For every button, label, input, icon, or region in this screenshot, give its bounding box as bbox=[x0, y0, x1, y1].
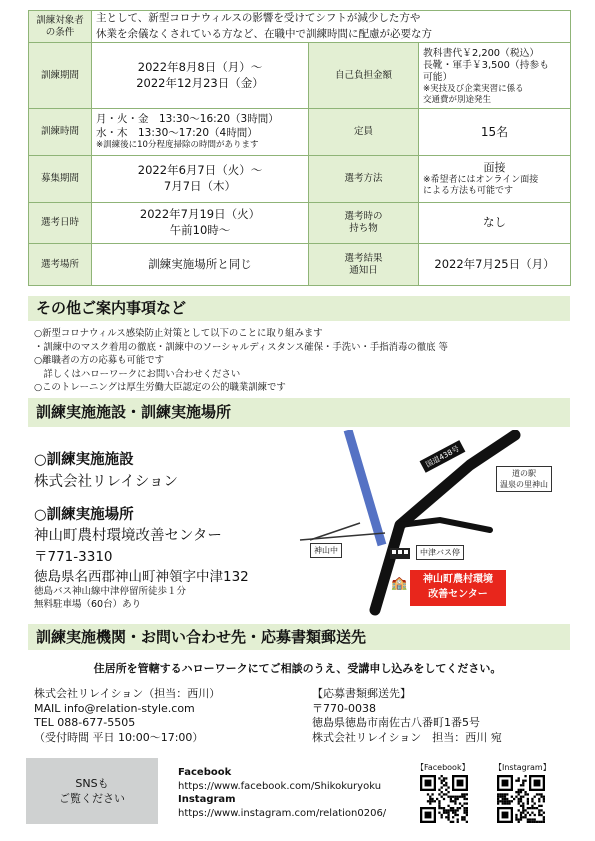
instagram-url[interactable]: https://www.instagram.com/relation0206/ bbox=[178, 807, 387, 819]
contact-company: 株式会社リレイション（担当：西川） bbox=[34, 687, 221, 700]
course-info-table bbox=[28, 10, 571, 286]
method-value: 面接 bbox=[483, 160, 506, 174]
instagram-qr-label: 【Instagram】 bbox=[494, 763, 551, 772]
recruit-label: 募集期間 bbox=[29, 156, 92, 203]
org-title: ○訓練実施施設 bbox=[34, 452, 134, 468]
place-parking: 無料駐車場（60台）あり bbox=[34, 599, 142, 610]
exam-place-value: 訓練実施場所と同じ bbox=[92, 244, 309, 286]
place-title: ○訓練実施場所 bbox=[34, 507, 134, 523]
method-note-1: ※希望者にはオンライン面接 bbox=[423, 174, 539, 185]
contact-tel: TEL 088-677-5505 bbox=[34, 716, 136, 729]
exam-time: 午前10時～ bbox=[169, 223, 231, 237]
period-start: 2022年8月8日（月）～ bbox=[137, 59, 263, 74]
note-line: 詳しくはハローワークにお問い合わせください bbox=[34, 368, 241, 380]
notice-text: 住居所を管轄するハローワークにてご相談のうえ、受講申し込みをしてください。 bbox=[93, 662, 502, 675]
sns-box bbox=[26, 758, 158, 824]
branch-road bbox=[400, 520, 490, 530]
note-line: ○離職者の方の応募も可能です bbox=[34, 355, 165, 367]
exam-date: 2022年7月19日（火） bbox=[139, 207, 261, 222]
place-access: 徳島バス神山線中津停留所徒歩１分 bbox=[34, 586, 187, 597]
result-value: 2022年7月25日（月） bbox=[419, 244, 571, 286]
time-line-2: 水・木 13:30～17:20（4時間） bbox=[96, 126, 258, 139]
center-label-2: 改善センター bbox=[428, 589, 488, 600]
cost-note-2: 交通費が別途発生 bbox=[423, 94, 492, 105]
cost-boots-2: 可能） bbox=[423, 71, 453, 83]
contact-heading: 訓練実施機関・お問い合わせ先・応募書類郵送先 bbox=[28, 624, 570, 650]
note-line: ○このトレーニングは厚生労働大臣認定の公的職業訓練です bbox=[34, 382, 286, 394]
target-text-2: 休業を余儀なくされている方など、在職中で訓練時間に配慮が必要な方 bbox=[96, 27, 432, 40]
bus-stop-label: 中津バス停 bbox=[416, 545, 464, 560]
belongings-label-2: 持ち物 bbox=[349, 223, 378, 234]
org-name: 株式会社リレイション bbox=[34, 474, 178, 490]
note-line: ○新型コロナウィルス感染防止対策として以下のことに取り組みます bbox=[34, 328, 323, 339]
sns-box-line-2: ご覧ください bbox=[59, 792, 125, 805]
cost-label: 自己負担金額 bbox=[309, 43, 419, 109]
facebook-qr-icon[interactable] bbox=[420, 775, 468, 823]
time-note: ※訓練後に10分程度掃除の時間があります bbox=[96, 140, 259, 151]
place-name: 神山町農村環境改善センター bbox=[34, 528, 222, 544]
contact-hours: （受付時間 平日 10:00～17:00） bbox=[34, 730, 204, 744]
exam-date-label: 選考日時 bbox=[29, 203, 92, 244]
method-label: 選考方法 bbox=[309, 156, 419, 203]
place-zip: 〒771-3310 bbox=[34, 549, 113, 565]
cost-boots: 長靴・軍手￥3,500（持参も bbox=[423, 59, 550, 71]
place-address: 徳島県名西郡神山町神領字中津132 bbox=[34, 569, 249, 585]
capacity-value: 15名 bbox=[419, 109, 571, 156]
note-line: ・訓練中のマスク着用の徹底・訓練中のソーシャルディスタンス確保・手洗い・手指消毒の徹底 等 bbox=[34, 341, 448, 353]
other-heading: その他ご案内事項など bbox=[28, 296, 570, 321]
cost-note-1: ※実技及び企業実習に係る bbox=[423, 84, 524, 95]
facebook-url[interactable]: https://www.facebook.com/Shikokuryoku bbox=[178, 780, 382, 792]
period-end: 2022年12月23日（金） bbox=[136, 75, 264, 90]
facebook-qr-label: 【Facebook】 bbox=[416, 763, 470, 772]
center-marker bbox=[410, 570, 506, 606]
period-label: 訓練期間 bbox=[29, 43, 92, 109]
result-label-1: 選考結果 bbox=[344, 252, 383, 264]
capacity-label: 定員 bbox=[309, 109, 419, 156]
river-road bbox=[348, 430, 382, 545]
instagram-label: Instagram bbox=[178, 794, 236, 805]
cost-textbook: 教科書代￥2,200（税込） bbox=[423, 47, 540, 59]
instagram-qr-icon[interactable] bbox=[497, 775, 545, 823]
mail-address: 徳島県徳島市南佐古八番町1番5号 bbox=[312, 716, 480, 729]
time-label: 訓練時間 bbox=[29, 109, 92, 156]
mail-zip: 〒770-0038 bbox=[312, 701, 376, 715]
mail-title: 【応募書類郵送先】 bbox=[312, 687, 411, 700]
sns-box-line-1: SNSも bbox=[75, 777, 109, 790]
mail-to: 株式会社リレイション 担当：西川 宛 bbox=[312, 730, 502, 744]
school-label: 神山中 bbox=[310, 543, 342, 558]
center-label-1: 神山町農村環境 bbox=[423, 574, 493, 585]
building-icon: 🏫 bbox=[391, 576, 408, 591]
belongings-value: なし bbox=[419, 203, 571, 244]
method-note-2: による方法も可能です bbox=[423, 186, 514, 197]
result-label-2: 通知日 bbox=[349, 264, 378, 276]
contact-mail: MAIL info@relation-style.com bbox=[34, 701, 195, 715]
target-text-1: 主として、新型コロナウィルスの影響を受けてシフトが減少した方や bbox=[96, 12, 421, 25]
other-notes bbox=[34, 327, 448, 395]
route-label: 国道438号 bbox=[420, 440, 466, 473]
facebook-label: Facebook bbox=[178, 767, 232, 778]
michi-eki-label-2: 温泉の里神山 bbox=[500, 480, 548, 489]
target-label: 訓練対象者の条件 bbox=[29, 11, 92, 43]
time-line-1: 月・火・金 13:30～16:20（3時間） bbox=[96, 113, 279, 126]
recruit-start: 2022年6月7日（火）～ bbox=[137, 163, 263, 178]
recruit-end: 7月7日（木） bbox=[163, 179, 237, 193]
belongings-label-1: 選考時の bbox=[344, 211, 383, 223]
michi-eki-label-1: 道の駅 bbox=[512, 469, 536, 478]
facility-heading: 訓練実施施設・訓練実施場所 bbox=[28, 398, 570, 427]
exam-place-label: 選考場所 bbox=[29, 244, 92, 286]
